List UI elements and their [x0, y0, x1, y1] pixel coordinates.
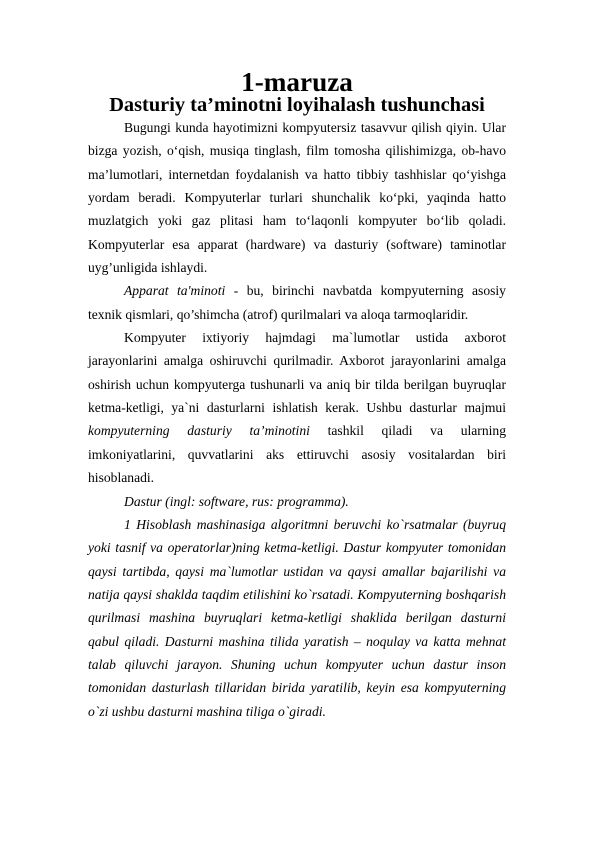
paragraph-program-definition: Dastur (ingl: software, rus: programma). — [124, 493, 349, 509]
paragraph-computer — [88, 326, 506, 489]
paragraph-computer-end: tashkil qiladi va ularning imkoniyatlarini, quvvatlarini aks ettiruvchi asosiy vositalardan biri hisoblanadi. — [88, 423, 506, 486]
paragraph-program-detail: 1 Hisoblash mashinasiga algoritmni beruvchi ko`rsatmalar (buyruq yoki tasnif va operatorlar)ning ketma-ketligi. Dastur kompyuter tomonidan qaysi tartibda, qaysi ma`lumotlar ustidan va qaysi amallar bajarilishi va natija qaysi shaklda taqdim etilishini ko`rsatadi. Kompyuterning boshqarish qurilmasi mashina buyruqlari ketma-ketligi shaklida berilgan dasturni qabul qiladi. Dasturni mashina tilida yaratish – noqulay va katta mehnat talab qiluvchi jarayon. Shuning uchun kompyuter uchun dastur inson tomonidan dasturlash tillaridan birida yaratilib, keyin esa kompyuterning o`zi ushbu dasturni mashina tiliga o`giradi. — [88, 516, 506, 719]
paragraph-intro: Bugungi kunda hayotimizni kompyutersiz tasavvur qilish qiyin. Ular bizga yozish, o‘qish, musiqa tinglash, film tomosha qilishimizga, ob-havo ma’lumotlari, internetdan foydalanish va hatto tibbiy tashhislar qo‘yishga yordam beradi. Kompyuterlar turlari shunchalik ko‘pki, yaqinda hatto muzlatgich yoki gaz plitasi ham to‘laqonli kompyuter bo‘lib qoladi. Kompyuterlar esa apparat (hardware) va dasturiy (software) taminotlar uyg’unligida ishlaydi. — [88, 120, 506, 276]
lecture-title: 1-maruza — [241, 67, 353, 97]
paragraph-hardware — [88, 279, 506, 326]
lecture-subtitle: Dasturiy ta’minotni loyihalash tushunchasi — [109, 94, 485, 116]
term-software: kompyuterning dasturiy ta’minotini — [88, 423, 310, 439]
paragraph-computer-start: Kompyuter ixtiyoriy hajmdagi ma`lumotlar ustida axborot jarayonlarini amalga oshiruvchi qurilmadir. Axborot jarayonlarini amalga oshirish uchun kompyuterga tushunarli va aniq bir tilda berilgan buyruqlar ketma-ketligi, ya`ni dasturlarni ishlatish kerak. Ushbu dasturlar majmui — [88, 330, 506, 416]
term-hardware: Apparat ta'minoti — [124, 283, 226, 299]
document-page — [88, 67, 506, 723]
paragraph-hardware-text: - bu, birinchi navbatda kompyuterning asosiy texnik qismlari, qo’shimcha (atrof) qurilmalari va aloqa tarmoqlaridir. — [88, 283, 506, 322]
